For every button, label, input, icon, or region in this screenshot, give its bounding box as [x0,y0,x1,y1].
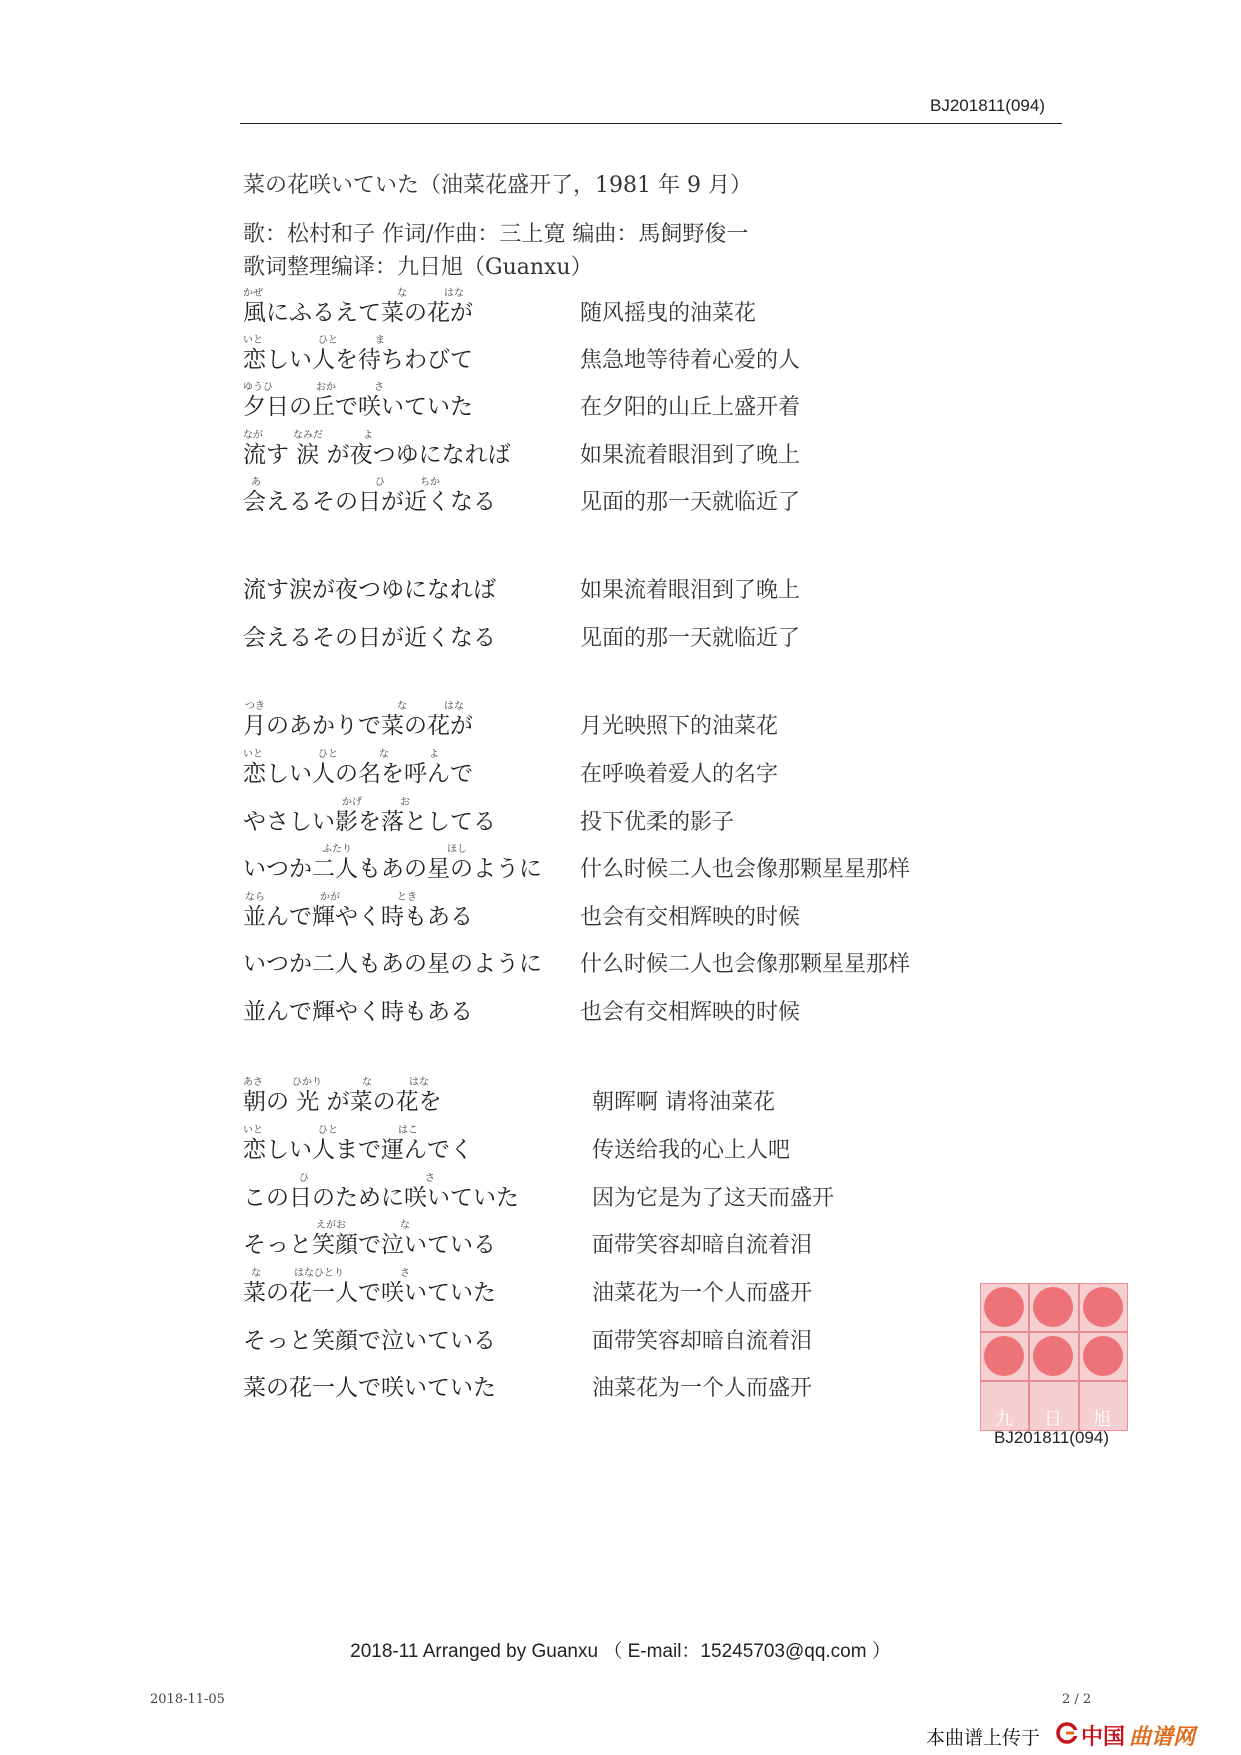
lyric-jp: この日のために咲いていた [243,1185,519,1211]
lyric-cn: 面带笑容却暗自流着泪 [592,1233,813,1258]
lyric-cn: 什么时候二人也会像那颗星星那样 [580,857,911,882]
lyric-cn: 传送给我的心上人吧 [592,1138,791,1163]
ruby: はな [444,701,464,712]
ruby: さ [400,1268,410,1279]
ruby: ひと [318,335,338,346]
lyric-cn: 焦急地等待着心爱的人 [580,348,801,373]
lyric-cn: 朝晖啊 请将油菜花 [592,1090,775,1115]
ruby: なが [243,430,263,441]
ruby: な [397,288,407,299]
seal-char: 九 [995,1409,1013,1430]
ruby: な [251,1268,261,1279]
ruby: な [400,1220,410,1231]
lyric-jp: 菜の花一人で咲いていた [243,1280,496,1306]
seal-grid-line [1028,1283,1030,1431]
ruby: いと [243,749,263,760]
lyric-jp: 並んで輝やく時もある [243,904,473,930]
header-rule [240,123,1062,124]
ruby: あ [251,477,261,488]
seal-dot [1083,1287,1123,1327]
lyric-jp: 流す涙が夜つゆになれば [243,577,496,603]
ruby: ちか [420,477,440,488]
lyric-jp: いつか二人もあの星のように [243,856,542,882]
ruby: はな [444,288,464,299]
lyric-cn: 在夕阳的山丘上盛开着 [580,395,801,420]
site-logo-icon [1056,1722,1078,1744]
ruby: はなひとり [294,1268,344,1279]
lyric-jp: 月のあかりで菜の花が [243,713,473,739]
lyric-jp: そっと笑顔で泣いている [243,1328,496,1354]
ruby: な [362,1077,372,1088]
ruby: なみだ [293,430,323,441]
seal-char: 旭 [1093,1409,1111,1430]
ruby: お [400,797,410,808]
ruby: ひと [318,749,338,760]
lyric-jp: そっと笑顔で泣いている [243,1232,496,1258]
credits [243,218,748,284]
ruby: かげ [342,797,362,808]
ruby: ひと [318,1125,338,1136]
lyric-cn: 也会有交相辉映的时候 [580,905,801,930]
ruby: ゆうひ [243,382,273,393]
lyric-cn: 随风摇曳的油菜花 [580,301,757,326]
credits-line-2: 歌词整理编译：九日旭（Guanxu） [243,255,593,280]
ruby: なら [245,892,265,903]
lyric-jp: 朝の 光 が菜の花を [243,1089,442,1115]
lyric-jp: 会えるその日が近くなる [243,489,496,515]
arranger-footer: 2018-11 Arranged by Guanxu （ E-mail：15245703@qq.com ） [350,1641,891,1662]
ruby: さ [425,1173,435,1184]
ruby: はこ [398,1125,418,1136]
seal-dot [984,1287,1024,1327]
seal-char: 日 [1044,1409,1062,1430]
ruby: な [379,749,389,760]
lyric-jp: 恋しい人の名を呼んで [243,761,473,787]
seal-grid-line [980,1380,1128,1382]
print-date: 2018-11-05 [150,1692,225,1707]
lyric-cn: 也会有交相辉映的时候 [580,1000,801,1025]
lyric-cn: 投下优柔的影子 [580,810,735,835]
lyric-jp: 流す 涙 が夜つゆになれば [243,442,511,468]
upload-text: 本曲谱上传于 [926,1727,1041,1749]
header-document-code: BJ201811(094) [930,96,1045,115]
ruby: ま [375,335,385,346]
ruby: あさ [243,1077,263,1088]
seal-dot [1033,1287,1073,1327]
site-name-b[interactable]: 曲谱网 [1129,1725,1196,1750]
seal-grid-line [1078,1283,1080,1431]
lyric-jp: 恋しい人を待ちわびて [243,347,473,373]
ruby: つき [245,701,265,712]
lyric-cn: 如果流着眼泪到了晚上 [580,578,801,603]
lyric-jp: 並んで輝やく時もある [243,999,473,1025]
site-name-a[interactable]: 中国 [1081,1725,1126,1750]
lyric-cn: 油菜花为一个人而盛开 [592,1281,813,1306]
lyric-jp: 恋しい人まで運んでく [243,1137,473,1163]
lyric-cn: 因为它是为了这天而盛开 [592,1186,835,1211]
lyric-jp: やさしい影を落としてる [243,809,496,835]
ruby: いと [243,335,263,346]
lyric-cn: 见面的那一天就临近了 [580,490,801,515]
page-number: 2 / 2 [1062,1692,1092,1707]
ruby: ふたり [322,844,352,855]
ruby: とき [397,892,417,903]
lyric-cn: 如果流着眼泪到了晚上 [580,443,801,468]
lyric-jp: いつか二人もあの星のように [243,951,542,977]
lyric-cn: 什么时候二人也会像那颗星星那样 [580,952,911,977]
lyric-jp: 風にふるえて菜の花が [243,300,473,326]
song-title: 菜の花咲いていた（油菜花盛开了，1981 年 9 月） [243,173,752,198]
ruby: えがお [316,1220,346,1231]
lyric-jp: 会えるその日が近くなる [243,625,496,651]
lyric-cn: 月光映照下的油菜花 [580,714,779,739]
credits-line-1: 歌：松村和子 作词/作曲：三上寛 编曲：馬飼野俊一 [243,222,749,247]
ruby: ひ [299,1173,309,1184]
ruby: ひかり [292,1077,322,1088]
ruby: ほし [447,844,467,855]
seal-code: BJ201811(094) [994,1428,1109,1447]
ruby: さ [374,382,384,393]
ruby: いと [243,1125,263,1136]
ruby: かが [320,892,340,903]
ruby: かぜ [243,288,263,299]
seal-dot [984,1336,1024,1376]
lyric-cn: 油菜花为一个人而盛开 [592,1376,813,1401]
ruby: おか [316,382,336,393]
ruby: ひ [375,477,385,488]
lyric-jp: 夕日の丘で咲いていた [243,394,473,420]
ruby: な [397,701,407,712]
lyric-cn: 见面的那一天就临近了 [580,626,801,651]
lyric-jp: 菜の花一人で咲いていた [243,1375,496,1401]
ruby: よ [429,749,439,760]
ruby: よ [363,430,373,441]
lyric-cn: 在呼唤着爱人的名字 [580,762,779,787]
seal-dot [1083,1336,1123,1376]
seal-grid-line [980,1331,1128,1333]
seal-dot [1033,1336,1073,1376]
lyric-cn: 面带笑容却暗自流着泪 [592,1329,813,1354]
ruby: はな [409,1077,429,1088]
